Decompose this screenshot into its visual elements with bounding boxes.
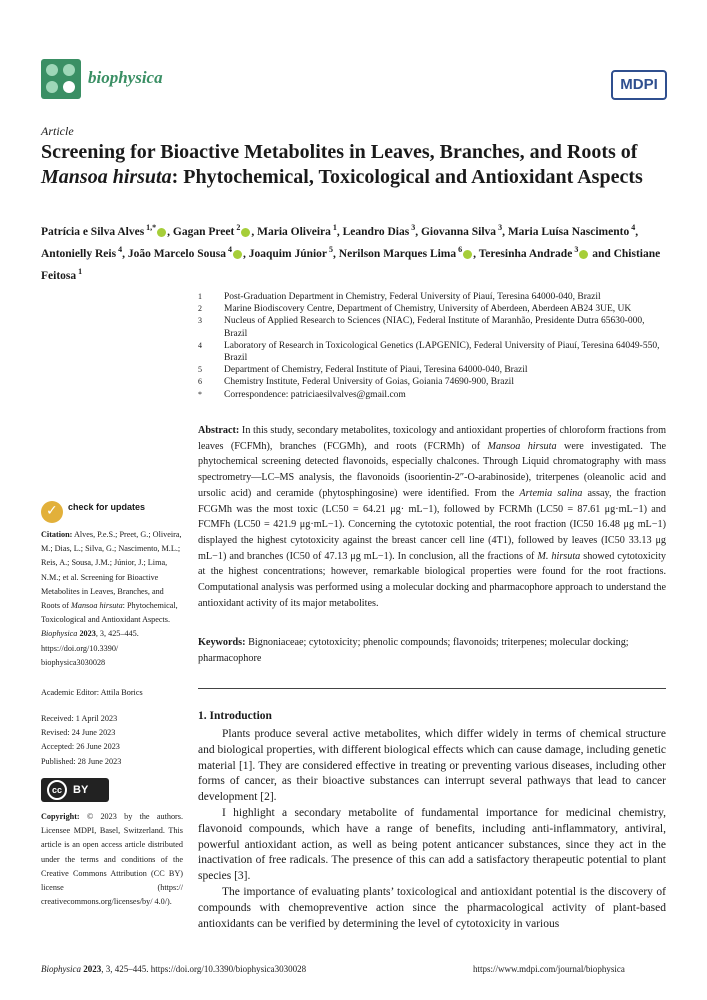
footer-citation: Biophysica 2023, 3, 425–445. https://doi.org/10.3390/biophysica3030028 <box>41 964 307 974</box>
affiliation-text: Correspondence: patriciaesilvalves@gmail.com <box>224 389 406 400</box>
date-received: Received: 1 April 2023 <box>41 714 118 723</box>
affiliation-text: Chemistry Institute, Federal University of Goias, Goiania 74690-900, Brazil <box>224 377 514 388</box>
author-name[interactable]: Patrícia e Silva Alves <box>41 225 145 238</box>
affiliation-number: 4 <box>198 340 202 350</box>
journal-logo[interactable] <box>41 59 81 99</box>
affiliation-number: 2 <box>198 304 202 314</box>
introduction-body <box>198 727 666 932</box>
author-name[interactable]: Leandro Dias <box>342 225 410 238</box>
cc-icon: cc <box>47 780 67 800</box>
affiliation-number: 6 <box>198 377 202 387</box>
journal-name[interactable]: biophysica <box>88 68 163 87</box>
author-name[interactable]: Teresinha Andrade <box>478 247 573 260</box>
author-name[interactable]: Chistiane Feitosa <box>41 247 661 282</box>
affiliation-text: Laboratory of Research in Toxicological Genetics (LAPGENIC), Federal University of Piauí, Teresina 64049-550, Brazil <box>224 340 660 364</box>
orcid-icon[interactable] <box>579 250 588 259</box>
affiliation-text: Department of Chemistry, Federal Institute of Piaui, Teresina 64000-040, Brazil <box>224 365 528 376</box>
date-revised: Revised: 24 June 2023 <box>41 728 116 738</box>
affiliation-item <box>198 376 668 388</box>
article-title: Screening for Bioactive Metabolites in Leaves, Branches, and Roots of Mansoa hirsuta: Phytochemical, Toxicological and Antioxidant Aspects <box>41 141 643 188</box>
journal-url[interactable]: https://www.mdpi.com/journal/biophysica <box>473 964 625 974</box>
academic-editor: Academic Editor: Attila Borics <box>41 688 143 697</box>
author-affiliation-marker: 4 <box>226 244 232 254</box>
mdpi-logo[interactable]: MDPI <box>611 70 667 100</box>
author-affiliation-marker: 1,* <box>144 223 157 232</box>
orcid-icon[interactable] <box>241 228 250 237</box>
author-name[interactable]: Maria Luísa Nascimento <box>507 225 630 238</box>
orcid-icon[interactable] <box>157 228 166 237</box>
author-name[interactable]: Maria Oliveira <box>257 225 331 238</box>
author-name[interactable]: Nerilson Marques Lima <box>338 247 457 260</box>
affiliation-item <box>198 291 668 303</box>
author-affiliation-marker: 3 <box>572 244 579 254</box>
author-name[interactable]: Gagan Preet <box>172 225 235 238</box>
affiliation-item <box>198 315 668 339</box>
author-affiliation-marker: 5 <box>327 244 334 254</box>
affiliation-text: Nucleus of Applied Research to Sciences (NIAC), Federal Institute of Maranhão, Presidente Dutra 65630-000, Brazil <box>224 316 645 339</box>
check-icon <box>41 501 63 523</box>
paragraph: Plants produce several active metabolites, which differ widely in terms of chemical structure and biological properties, with different biological effects which can cause damage, including genetic material [1]. They are considered effective in treating or preventing various diseases, including other forms of cancer, as their bioactive substances can interrupt several pathways that lead to cancer development [2]. <box>198 728 666 804</box>
affiliation-number: 3 <box>198 316 202 326</box>
date-published: Published: 28 June 2023 <box>41 756 122 766</box>
author-name[interactable]: Joaquim Júnior <box>248 247 328 260</box>
author-affiliation-marker: 3 <box>409 223 416 232</box>
copyright: Copyright: © 2023 by the authors. Licensee MDPI, Basel, Switzerland. This article is an open access article distributed under the terms and conditions of the Creative Commons Attribution (CC BY) license (https:// creativecommons.org/licenses/by/ 4.0/). <box>41 812 183 907</box>
author-affiliation-marker: 4 <box>629 223 636 232</box>
author-list: Patrícia e Silva Alves $^{1,*}$ , Gagan Preet $^2$ , Maria Oliveira $^1$, Leandro Dias $^3$, Giovanna Silva $^3$, Maria Luísa Nascimento $^4$, Antonielly Reis $^4$, João Marcelo Sousa $^4$ , Joaquim Júnior $^5$, Nerilson Marques Lima $^6$ , Teresinha Andrade $^3$ and Chistiane Feitosa $^1$ <box>41 223 661 282</box>
cc-by-label: BY <box>73 784 89 796</box>
citation: Citation: Alves, P.e.S.; Preet, G.; Oliveira, M.; Dias, L.; Silva, G.; Nascimento, M.L.; Reis, A.; Sousa, J.M.; Júnior, J.; Lima, N.M.; et al. Screening for Bioactive Metabolites in Leaves, Branches, and Roots of Mansoa hirsuta: Phytochemical, Toxicological and Antioxidant Aspects. Biophysica 2023, 3, 425–445. https://doi.org/10.3390/ biophysica3030028 <box>41 530 182 667</box>
abstract: Abstract: In this study, secondary metabolites, toxicology and antioxidant properties of chloroform fractions from leaves (FCFMh), branches (FCGMh), and roots (FCRMh) of Mansoa hirsuta were investigated. The phytochemical screening detected flavonoids, especially chalcones. Through Liquid chromatography with mass spectrometry—LC–MS analysis, the flavonoids (isoorientin-2″-O-arabinoside), triterpenes (oleanolic acid and ursolic acid) and ceramide (phytosphingosine) were identified. From the Artemia salina assay, the fraction FCGMh was the most toxic (LC50 = 64.21 μg· mL−1), followed by FCRMh (LC50 = 87.61 μg·mL−1) and FCMFh (LC50 = 421.9 μg·mL−1). Concerning the cytotoxic potential, the root fraction (IC50 16.48 μg mL−1) displayed the highest cytotoxicity against the breast cancer cell line (4T1), followed by leaves (IC50 33.13 μg mL−1) and branches (IC50 of 47.13 μg mL−1). In conclusion, all the fractions of M. hirsuta showed cytotoxicity at the highest concentrations; however, remarkable biological properties were found for the root fractions. Computational analysis was performed using a molecular docking and pharmacophore approach to understand the antioxidant activity of its major metabolites. <box>198 425 667 609</box>
author-affiliation-marker: 6 <box>456 244 463 254</box>
affiliation-item <box>198 389 668 401</box>
orcid-icon[interactable] <box>463 250 472 259</box>
affiliation-text: Post-Graduation Department in Chemistry, Federal University of Piauí, Teresina 64000-040, Brazil <box>224 292 601 302</box>
affiliation-number: 1 <box>198 292 202 301</box>
paragraph: The importance of evaluating plants’ toxicological and antioxidant potential is the discovery of compounds with chemopreventive action since the pharmacological activity of plant-based antioxidants can be verified by determining the level of cytotoxicity in various <box>198 885 666 930</box>
affiliation-number: 5 <box>198 365 202 375</box>
affiliation-number: * <box>198 389 202 399</box>
affiliations <box>198 291 668 401</box>
paragraph: I highlight a secondary metabolite of fundamental importance for medicinal chemistry, flavonoid compounds, which have a range of benefits, including anti-inflammatory, antiviral, powerful antioxidant action, as well as being potent anticancer substances, since they act in the inactivation of free radicals. The presence of this can add a satisfactory therapeutic potential to plant species [3]. <box>198 806 666 883</box>
author-affiliation-marker: 4 <box>116 244 123 254</box>
author-name[interactable]: Antonielly Reis <box>41 247 117 260</box>
publication-dates <box>41 712 183 769</box>
author-name[interactable]: João Marcelo Sousa <box>127 247 226 260</box>
article-type: Article <box>41 124 74 138</box>
author-affiliation-marker: 2 <box>234 223 241 232</box>
date-accepted: Accepted: 26 June 2023 <box>41 742 120 752</box>
author-affiliation-marker: 1 <box>330 223 337 232</box>
author-name[interactable]: Giovanna Silva <box>420 225 497 238</box>
section-heading-introduction: 1. Introduction <box>198 710 272 722</box>
keywords: Keywords: Bignoniaceae; cytotoxicity; phenolic compounds; flavonoids; triterpenes; molecular docking; pharmacophore <box>198 637 629 664</box>
affiliation-item <box>198 364 668 376</box>
cc-by-license-badge[interactable] <box>41 778 109 802</box>
author-affiliation-marker: 3 <box>496 223 503 232</box>
orcid-icon[interactable] <box>233 250 242 259</box>
affiliation-text: Marine Biodiscovery Centre, Department of Chemistry, University of Aberdeen, Aberdeen AB24 3UE, UK <box>224 304 632 315</box>
affiliation-item <box>198 340 668 364</box>
section-divider <box>198 688 666 689</box>
affiliation-item <box>198 303 668 315</box>
author-affiliation-marker: 1 <box>76 266 83 276</box>
